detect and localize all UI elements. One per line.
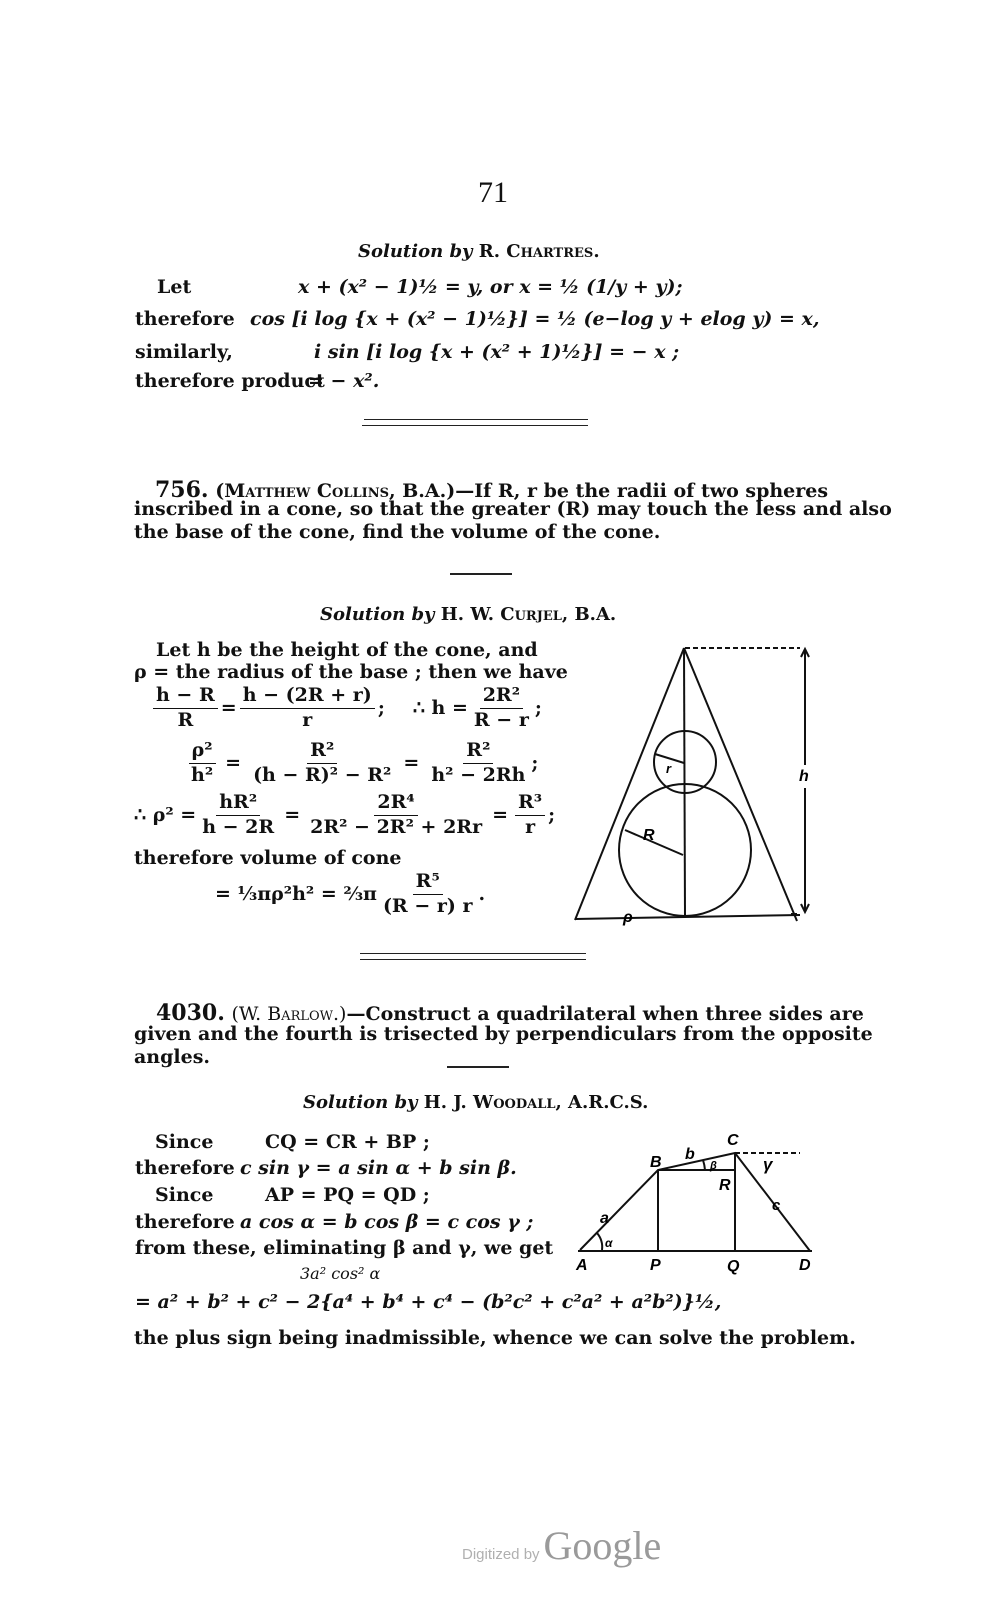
solution-author: H. J. Woodall, A.R.C.S. xyxy=(423,1092,649,1113)
equation-lead: = ⅓πρ²h² = ⅔π xyxy=(215,882,377,905)
label-D: D xyxy=(799,1257,811,1274)
label-Q: Q xyxy=(727,1258,740,1275)
equation: a cos α = b cos β = c cos γ ; xyxy=(240,1211,534,1233)
equation: i sin [i log {x + (x² + 1)½}] = − x ; xyxy=(314,341,680,363)
solution-by-prefix: Solution by xyxy=(303,1092,418,1113)
fraction-den: h − 2R xyxy=(202,815,275,838)
label-P: P xyxy=(650,1257,661,1274)
equation-1 xyxy=(150,686,542,731)
separator: ; xyxy=(377,696,385,719)
label-side-a: a xyxy=(600,1210,609,1227)
fraction-num: 2R² xyxy=(480,686,523,709)
line-label: therefore xyxy=(135,1157,235,1179)
label-height: h xyxy=(799,768,809,785)
fraction-den: R − r xyxy=(473,708,529,731)
fraction-den: r xyxy=(302,708,313,731)
separator: ; xyxy=(531,751,539,774)
problem-number: 756. xyxy=(155,477,209,503)
equation: c sin γ = a sin α + b sin β. xyxy=(240,1157,517,1179)
label-angle-gamma: γ xyxy=(763,1155,773,1174)
label-angle-alpha: α xyxy=(605,1236,613,1250)
fraction-num: 2R⁴ xyxy=(374,793,417,816)
equation: cos [i log {x + (x² − 1)½}] = ½ (e−log y + elog y) = x, xyxy=(250,308,820,330)
line-label: similarly, xyxy=(135,341,233,363)
eliminating-line: from these, eliminating β and γ, we get xyxy=(135,1237,554,1259)
problem-text: —Construct a quadrilateral when three sides are xyxy=(346,1003,864,1025)
problem-text: angles. xyxy=(134,1046,211,1068)
fraction-num: ρ² xyxy=(189,741,216,764)
fraction-num: R³ xyxy=(515,793,545,816)
digitized-watermark xyxy=(462,1522,661,1569)
problem-4030-line1 xyxy=(156,1002,864,1024)
equation: AP = PQ = QD ; xyxy=(265,1184,430,1206)
fraction-den: h² − 2Rh xyxy=(431,763,526,786)
angle-alpha-arc xyxy=(597,1233,602,1250)
equation-lead: ∴ ρ² = xyxy=(134,803,197,826)
therefore-h: ∴ h = xyxy=(412,696,468,719)
problem-author: (W. Barlow.) xyxy=(231,1003,347,1025)
equals: = xyxy=(492,803,509,826)
intro-line: Let h be the height of the cone, and xyxy=(156,639,538,661)
google-logo: Google xyxy=(543,1523,662,1568)
label-A: A xyxy=(576,1257,588,1274)
equation: x + (x² − 1)½ = y, or x = ½ (1/y + y); xyxy=(298,276,683,298)
equals: = xyxy=(225,751,242,774)
fraction-den: h² xyxy=(191,763,214,786)
equation: = − x². xyxy=(308,370,380,392)
problem-text: the base of the cone, find the volume of the cone. xyxy=(134,521,661,543)
label-R: R xyxy=(719,1177,731,1194)
solution-by-prefix: Solution by xyxy=(320,604,435,625)
cone-left-edge xyxy=(575,648,684,920)
problem-text: inscribed in a cone, so that the greater (R) may touch the less and also xyxy=(134,498,892,520)
fraction-num: R² xyxy=(463,741,493,764)
fraction-num: h − R xyxy=(153,686,218,709)
fraction-den: (R − r) r xyxy=(382,894,473,917)
problem-text: given and the fourth is trisected by perpendiculars from the opposite xyxy=(134,1023,873,1045)
line-label: therefore xyxy=(135,308,235,330)
solution-author: R. Chartres. xyxy=(478,241,600,262)
equation: CQ = CR + BP ; xyxy=(265,1131,430,1153)
section-divider xyxy=(360,953,586,954)
line-label: therefore product xyxy=(135,370,325,392)
separator: ; xyxy=(548,803,556,826)
label-side-c: c xyxy=(772,1197,781,1214)
solution-by-prefix: Solution by xyxy=(358,241,473,262)
equals: = xyxy=(284,803,301,826)
intro-line: ρ = the radius of the base ; then we have xyxy=(134,661,568,683)
section-divider xyxy=(364,419,588,420)
fraction-num: h − (2R + r) xyxy=(240,686,375,709)
label-small-radius: r xyxy=(666,761,672,776)
equals: = xyxy=(220,696,237,719)
line-label: Since xyxy=(155,1131,214,1153)
solution-byline-chartres xyxy=(358,243,600,261)
problem-author: (Matthew Collins, B.A.) xyxy=(215,480,456,502)
fraction-num: R⁵ xyxy=(413,872,443,895)
separator: . xyxy=(478,882,486,905)
fraction-num: hR² xyxy=(216,793,260,816)
equation-2 xyxy=(185,741,538,786)
separator: ; xyxy=(534,696,542,719)
label-C: C xyxy=(727,1132,739,1149)
equation-3 xyxy=(134,793,555,838)
line-label: Since xyxy=(155,1184,214,1206)
label-base-radius: ρ xyxy=(623,909,633,926)
label-large-radius: R xyxy=(643,827,655,844)
solution-byline-curjel xyxy=(320,606,616,624)
angle-beta-arc xyxy=(703,1160,705,1170)
section-divider xyxy=(362,425,588,426)
short-divider xyxy=(447,1066,509,1068)
label-side-b: b xyxy=(685,1146,695,1163)
fraction-num: R² xyxy=(307,741,337,764)
fraction-den: (h − R)² − R² xyxy=(253,763,392,786)
line-label: therefore xyxy=(135,1211,235,1233)
result-rhs: = a² + b² + c² − 2{a⁴ + b⁴ + c⁴ − (b²c² + c²a² + a²b²)}½, xyxy=(135,1291,722,1313)
fraction-den: R xyxy=(177,708,194,731)
result-lhs: 3a² cos² α xyxy=(300,1264,381,1283)
quadrilateral-diagram xyxy=(570,1125,820,1285)
solution-author: H. W. Curjel, B.A. xyxy=(440,604,617,625)
line-label: Let xyxy=(157,276,192,298)
equation-4 xyxy=(215,872,485,917)
fraction-den: 2R² − 2R² + 2Rr xyxy=(310,815,483,838)
cone-diagram xyxy=(565,640,820,930)
volume-label: therefore volume of cone xyxy=(134,847,402,869)
short-divider xyxy=(450,573,512,575)
label-B: B xyxy=(650,1154,662,1171)
cone-right-edge xyxy=(684,648,797,921)
cone-axis xyxy=(684,648,685,917)
section-divider xyxy=(360,959,586,960)
problem-number: 4030. xyxy=(156,1000,225,1026)
digitized-text: Digitized by xyxy=(462,1546,540,1563)
conclusion: the plus sign being inadmissible, whence we can solve the problem. xyxy=(134,1327,856,1349)
page-number: 71 xyxy=(478,176,508,209)
problem-text: —If R, r be the radii of two spheres xyxy=(455,480,829,502)
solution-byline-woodall xyxy=(303,1094,648,1112)
equals: = xyxy=(403,751,420,774)
fraction-den: r xyxy=(525,815,536,838)
label-angle-beta: β xyxy=(710,1160,717,1172)
